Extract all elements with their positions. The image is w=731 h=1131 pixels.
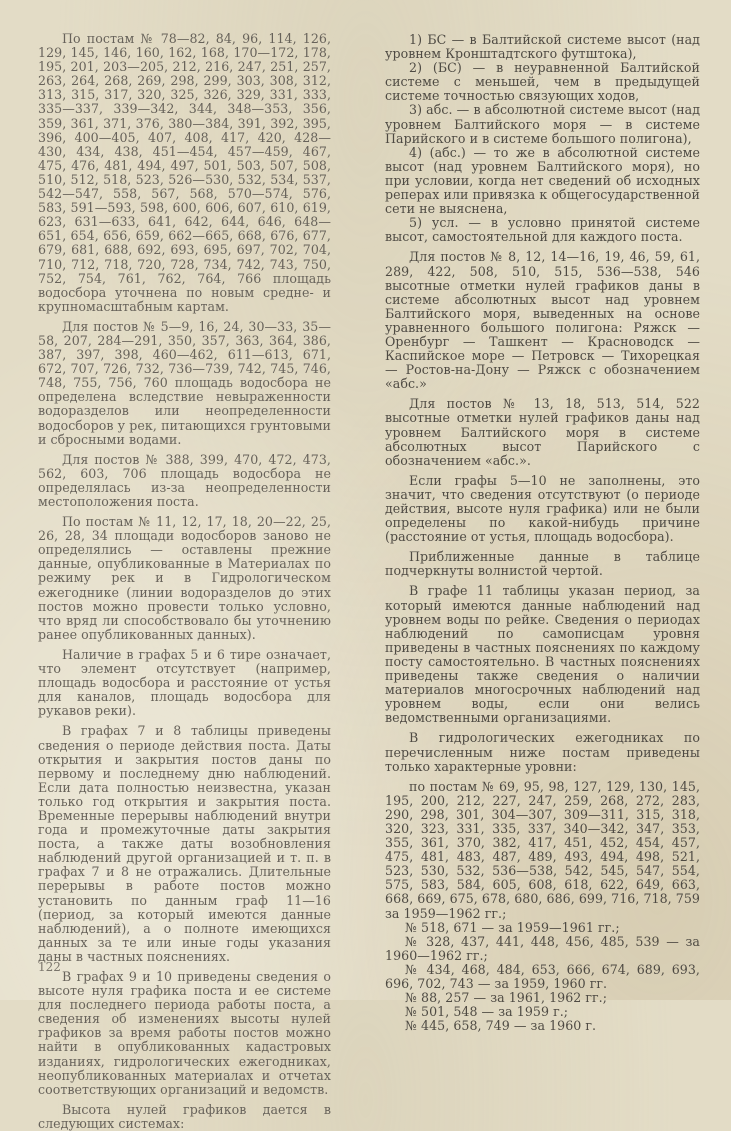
system-item-abs-unverified: 4) (абс.) — то же в абсолютной системе высот (над уровнем Балтийского моря), но при условии, когда нет сведений об исходных реперах или привязка к общегосударственной сети не выяснена, xyxy=(385,144,700,217)
right-column xyxy=(385,33,700,1033)
characteristic-levels-item: № 434, 468, 484, 653, 666, 674, 689, 693, 696, 702, 743 — за 1959, 1960 гг. xyxy=(385,961,700,991)
characteristic-levels-main: по постам № 69, 95, 98, 127, 129, 130, 145, 195, 200, 212, 227, 247, 259, 268, 272, 283, 290, 298, 301, 304—307, 309—311, 315, 318, 320, 323, 331, 335, 337, 340—342, 347, 353, 355, 361, 370, 382, 417, 451, 452, 454, 457, 475, 481, 483, 487, 489, 493, 494, 498, 521, 523, 530, 532, 536—538, 542, 545, 547, 554, 575, 583, 584, 605, 608, 618, 622, 649, 663, 668, 669, 675, 678, 680, 686, 699, 716, 718, 759 за 1959—1962 гг.; xyxy=(385,778,700,921)
left-column xyxy=(38,32,331,1131)
paragraph-columns-9-10: В графах 9 и 10 приведены сведения о высоте нуля графика поста и ее системе для последнего периода работы поста, а сведения об изменениях высоты нулей графиков за время работы постов можно найти в опубликованных кадастровых изданиях, гидрологических ежегодниках, неопубликованных материалах и отчетах соответствующих организаций и ведомств. xyxy=(38,969,331,1097)
paragraph-empty-columns: Если графы 5—10 не заполнены, это значит, что сведения отсутствуют (о периоде действия, высоте нуля графика) или не были определены по какой-нибудь причине (расстояние от устья, площадь водосбора). xyxy=(385,472,700,545)
characteristic-levels-item: № 328, 437, 441, 448, 456, 485, 539 — за 1960—1962 гг.; xyxy=(385,933,700,963)
characteristic-levels-item: № 445, 658, 749 — за 1960 г. xyxy=(405,1018,597,1034)
system-item-bs-unadjusted: 2) (БС) — в неуравненной Балтийской системе с меньшей, чем в предыдущей системе точностью связующих ходов, xyxy=(385,60,700,104)
characteristic-levels-item: № 88, 257 — за 1961, 1962 гг.; xyxy=(405,990,608,1006)
paragraph-unknown-post-location: Для постов № 388, 399, 470, 472, 473, 562, 603, 706 площадь водосбора не определялась из-за неопределенности местоположения поста. xyxy=(38,451,331,509)
paragraph-column-11: В графе 11 таблицы указан период, за который имеются данные наблюдений над уровнем воды по рейке. Сведения о периодах наблюдений по самописцам уровня приведены в частных пояснениях по каждому посту самостоятельно. В частных пояснениях приведены также сведения о наличии материалов многосрочных наблюдений над уровнем воды, если они велись ведомственными организациями. xyxy=(385,583,700,726)
system-item-bs: 1) БС — в Балтийской системе высот (над уровнем Кронштадтского футштока), xyxy=(385,32,700,62)
system-item-conditional: 5) усл. — в условно принятой системе высот, самостоятельной для каждого поста. xyxy=(385,215,700,245)
paragraph-dash-meaning: Наличие в графах 5 и 6 тире означает, что элемент отсутствует (например, площадь водосбора и расстояние от устья для каналов, площадь водосбора для рукавов реки). xyxy=(38,646,331,719)
paragraph-previous-data-kept: По постам № 11, 12, 17, 18, 20—22, 25, 26, 28, 34 площади водосборов заново не определялись — оставлены прежние данные, опубликованные в Материалах по режиму рек и в Гидрологическом ежегоднике (линии водоразделов до этих постов можно провести только условно, что вряд ли способствовало бы уточнению ранее опубликованных данных). xyxy=(38,514,331,642)
characteristic-levels-item: № 518, 671 — за 1959—1961 гг.; xyxy=(405,919,620,935)
paragraph-undefined-catchment-areas: Для постов № 5—9, 16, 24, 30—33, 35—58, 207, 284—291, 350, 357, 363, 364, 386, 387, 397, 398, 460—462, 611—613, 671, 672, 707, 726, 732, 736—739, 742, 745, 746, 748, 755, 756, 760 площадь водосбора не определена вследствие невыраженности водоразделов или неопределенности водосборов у рек, питающихся грунтовыми и сбросными водами. xyxy=(38,318,331,447)
paragraph-big-polygon-posts: Для постов № 8, 12, 14—16, 19, 46, 59, 61, 289, 422, 508, 510, 515, 536—538, 546 высотные отметки нулей графиков даны в системе абсолютных высот над уровнем Балтийского моря, выведенных на основе уравненного большого полигона: Ряжск — Оренбург — Ташкент — Красноводск — Каспийское море — Петровск — Тихорецкая — Ростов-на-Дону — Ряжск с обозначением «абс.» xyxy=(385,249,700,392)
characteristic-levels-item: № 501, 548 — за 1959 г.; xyxy=(405,1004,569,1020)
paragraph-columns-7-8: В графах 7 и 8 таблицы приведены сведения о периоде действия поста. Даты открытия и закрытия постов даны по первому и последнему дню наблюдений. Если дата полностью неизвестна, указан только год открытия и закрытия поста. Временные перерывы наблюдений внутри года и промежуточные даты закрытия поста, а также даты возобновления наблюдений другой организацией и т. п. в графах 7 и 8 не отражались. Длительные перерывы в работе постов можно установить по данным граф 11—16 (период, за который имеются данные наблюдений), а о полноте имеющихся данных за те или иные годы указания даны в частных пояснениях. xyxy=(38,723,331,964)
paragraph-refined-catchment-areas: По постам № 78—82, 84, 96, 114, 126, 129, 145, 146, 160, 162, 168, 170—172, 178, 195, 201, 203—205, 212, 216, 247, 251, 257, 263, 264, 268, 269, 298, 299, 303, 308, 312, 313, 315, 317, 320, 325, 326, 329, 331, 333, 335—337, 339—342, 344, 348—353, 356, 359, 361, 371, 376, 380—384, 391, 392, 395, 396, 400—405, 407, 408, 417, 420, 428—430, 434, 438, 451—454, 457—459, 467, 475, 476, 481, 494, 497, 501, 503, 507, 508, 510, 512, 518, 523, 526—530, 532, 534, 537, 542—547, 558, 567, 568, 570—574, 576, 583, 591—593, 598, 600, 606, 607, 610, 619, 623, 631—633, 641, 642, 644, 646, 648—651, 654, 656, 659, 662—665, 668, 676, 677, 679, 681, 688, 692, 693, 695, 697, 702, 704, 710, 712, 718, 720, 728, 734, 742, 743, 750, 752, 754, 761, 762, 764, 766 площадь водосбора уточнена по новым средне- и крупномасштабным картам. xyxy=(38,31,331,314)
paragraph-pariysky-posts: Для постов № 13, 18, 513, 514, 522 высотные отметки нулей графиков даны над уровнем Балтийского моря в системе абсолютных высот Парийского с обозначением «абс.». xyxy=(385,396,700,468)
paragraph-height-systems-intro: Высота нулей графиков дается в следующих системах: xyxy=(38,1101,331,1131)
system-item-abs: 3) абс. — в абсолютной системе высот (над уровнем Балтийского моря — в системе Парийского и в системе большого полигона), xyxy=(385,102,700,146)
paragraph-approximate-data: Приближенные данные в таблице подчеркнуты волнистой чертой. xyxy=(385,549,700,579)
page-number: 122 xyxy=(38,960,61,974)
paragraph-characteristic-levels-intro: В гидрологических ежегодниках по перечисленным ниже постам приведены только характерные уровни: xyxy=(385,730,700,774)
